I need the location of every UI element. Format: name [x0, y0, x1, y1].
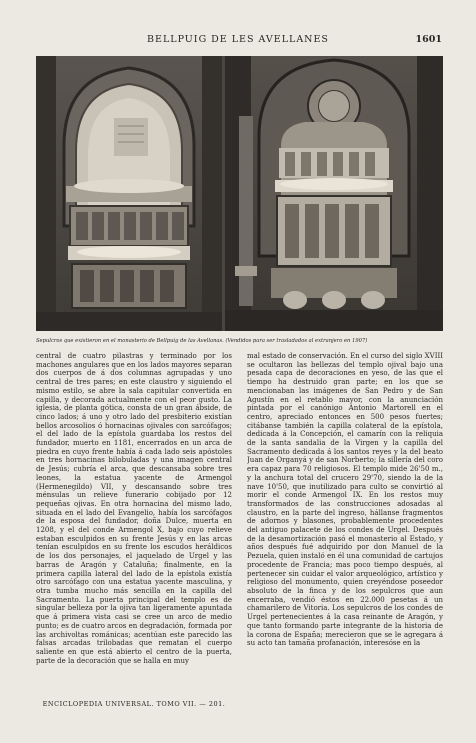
page-footer: ENCICLOPEDIA UNIVERSAL. TOMO VII. — 201. [42, 700, 226, 708]
text-column-right: mal estado de conservación. En el curso del siglo XVIII se ocultaron las bellezas del templo ojival bajo una pesada capa de decoraciones en yeso, de las que el tiempo ha destruido gran parte; en los que se mencionaban las imágenes de San Pedro y de San Agustín en el retablo mayor, con la anunciación pintada por el canónigo Antonio Martorell en el centro, apreciado entonces en 500 pesos fuertes; citábanse también la capilla colateral de la epístola, dedicada á la Concepción, el camarín con la reliquia de la santa sandalia de la Virgen y la capilla del Sacramento dedicada á los santos reyes y la del beato Juan de Organyá y de san Norberto; la sillería del coro era capaz para 70 religiosos. El templo mide 26'50 m., y la anchura total del crucero 29'70, siendo la de la nave 10'50, que inutilizado para culto se convirtió al morir el conde Armengol IX. En los restos muy transformados de las construcciones adosadas al claustro, en la parte del ingreso, hállanse fragmentos de adornos y blasones, probablemente procedentes del antiguo palacete de los condes de Urgel. Después de la desamortización pasó el monasterio al Estado, y años después fué adquirido por don Manuel de la Pezuela, quien instaló en él una comunidad de cartujos procedente de Francia; mas poco tiempo después, al pertenecer sin cuidar el valor arqueológico, artístico y religioso del monumento, quien creyéndose poseedor absoluto de la finca y de los sepulcros que aun encerraba, vendió éstos en 22.000 pesetas á un chamarilero de Vitoria. Los sepulcros de los condes de Urgel pertenecientes á la casa reinante de Aragón, y que tanto formando parte integrante de la historia de la corona de España; merecieron que se le agregara á su acto tan tamaña profanación, interesóse en la [247, 352, 443, 648]
page-number: 1601 [415, 34, 442, 45]
body-text [36, 352, 443, 697]
text-column-left: central de cuatro pilastras y terminado por los machones angulares que en los lados mayores separan dos cuerpos de á dos columnas agrupadas y uno central de tres pares; en este claustro y siguiendo el mismo estilo, se abre la sala capitular convertida en capilla, y decorada actualmente con el peor gusto. La iglesia, de planta gótica, consta de un gran ábside, de cinco lados; á uno y otro lado del presbiterio existían bellos arcosolios ó hornacinas ojivales con sarcófagos; el del lado de la epístola guardaba los restos del fundador, muerto en 1181, encerrados en un arca de piedra en cuyo frente había á cada lado seis apóstoles en tres hornacinas bilobuladas y una imagen central de Jesús; cubría el arca, que descansaba sobre tres leones, la estatua yacente de Armengol (Hermenegildo) VII, y descansando sobre tres ménsulas un relieve funerario cobijado por 12 pequeñas ojivas. En otra hornacina del mismo lado, situada en el lado del Evangelio, había los sarcófagos de la esposa del fundador, doña Dulce, muerta en 1208, y el del conde Armengol X, bajo cuyo relieve estaban esculpidos en su frente Jesús y en las arcas tenían esculpidos en su frente los escudos heráldicos de los dos personajes, el jaquelado de Urgel y las barras de Aragón y Cataluña; finalmente, en la primera capilla lateral del lado de la epístola existía otro sarcófago con una estatua yacente masculina, y otra tumba mucho más sencilla en la capilla del Sacramento. La puerta principal del templo es de singular belleza por la ojiva tan ligeramente apuntada que á primera vista casi se cree un arco de medio punto; es de cuatro arcos en degradación, formada por las archivoltas románicas; acentúan este parecido las falsas arcadas trilobadas que rematan el cuerpo saliente en que está abierto el centro de la puerta, parte de la decoración que se halla en muy [36, 352, 232, 665]
figure-caption: Sepulcros que existieron en el monasterio de Bellpuig de las Avellanas. (Vendidos para ser trasladados al extranjero en 1907) [36, 338, 368, 344]
header-title: BELLPUIG DE LES AVELLANES [147, 34, 329, 45]
figure [36, 56, 443, 331]
tomb-photo-left [36, 56, 222, 331]
running-header [30, 34, 446, 48]
tomb-photo-right [225, 56, 443, 331]
